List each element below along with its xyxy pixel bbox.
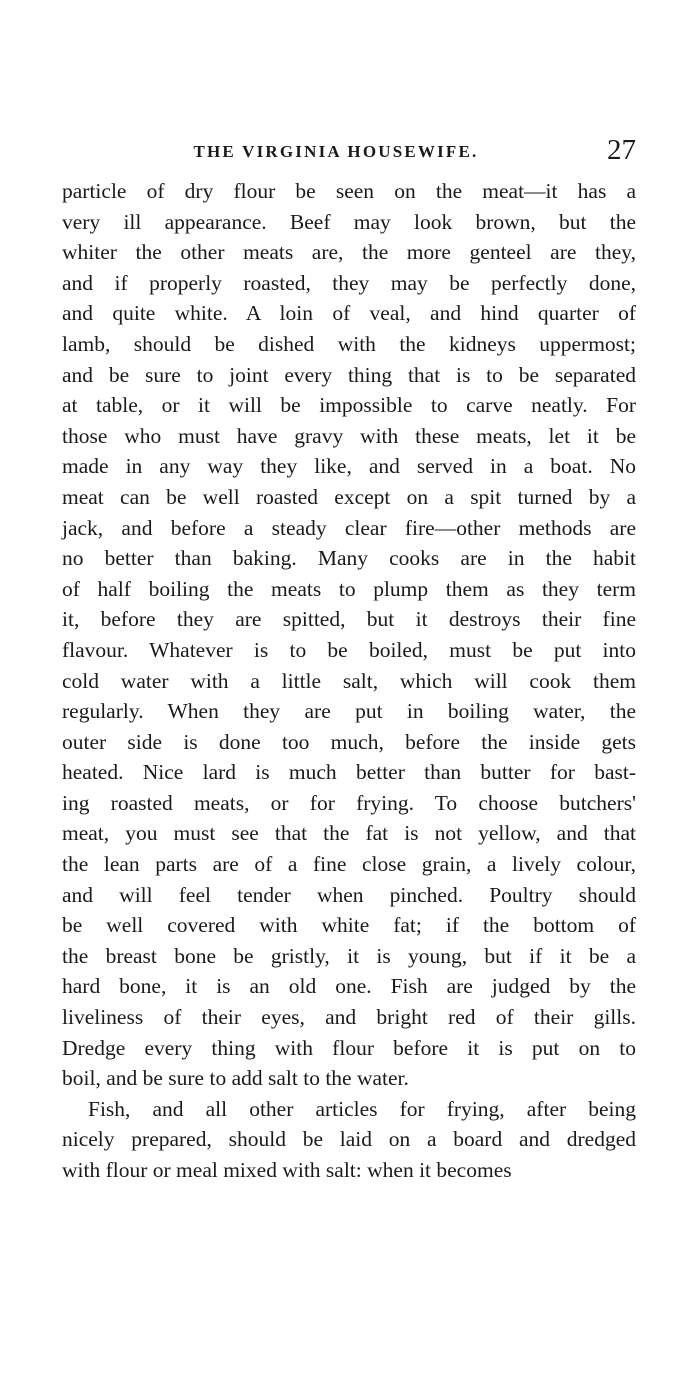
text-line: those who must have gravy with these meats, let it be (62, 423, 636, 448)
text-line: with flour or meal mixed with salt: when it becomes (62, 1158, 512, 1182)
running-title: THE VIRGINIA HOUSEWIFE. (193, 142, 479, 161)
text-line: whiter the other meats are, the more genteel are they, (62, 240, 636, 265)
text-line: the breast bone be gristly, it is young, but if it be a (62, 943, 636, 968)
text-line: and quite white. A loin of veal, and hind quarter of (62, 301, 636, 326)
text-line: heated. Nice lard is much better than butter for bast- (62, 760, 636, 785)
paragraph (62, 176, 636, 1094)
text-line: Dredge every thing with flour before it is put on to (62, 1035, 636, 1060)
text-line: outer side is done too much, before the inside gets (62, 729, 636, 754)
text-line: made in any way they like, and served in a boat. No (62, 454, 636, 479)
text-line: the lean parts are of a fine close grain, a lively colour, (62, 852, 636, 877)
text-line: of half boiling the meats to plump them as they term (62, 576, 636, 601)
text-line: hard bone, it is an old one. Fish are judged by the (62, 974, 636, 999)
text-line: lamb, should be dished with the kidneys uppermost; (62, 331, 636, 356)
text-line: be well covered with white fat; if the bottom of (62, 913, 636, 938)
text-line: and will feel tender when pinched. Poultry should (62, 882, 636, 907)
text-line: regularly. When they are put in boiling water, the (62, 699, 636, 724)
text-line: at table, or it will be impossible to carve neatly. For (62, 393, 636, 418)
text-line: liveliness of their eyes, and bright red of their gills. (62, 1005, 636, 1030)
text-line: particle of dry flour be seen on the meat—it has a (62, 179, 636, 203)
text-line: it, before they are spitted, but it destroys their fine (62, 607, 636, 632)
text-line: jack, and before a steady clear fire—other methods are (62, 515, 636, 540)
text-line: flavour. Whatever is to be boiled, must be put into (62, 637, 636, 662)
text-line: Fish, and all other articles for frying, after being (88, 1096, 636, 1121)
text-line: no better than baking. Many cooks are in the habit (62, 546, 636, 571)
text-line: and if properly roasted, they may be perfectly done, (62, 270, 636, 295)
text-line: cold water with a little salt, which will cook them (62, 668, 636, 693)
text-line: ing roasted meats, or for frying. To choose butchers' (62, 790, 636, 815)
body-text (62, 176, 636, 1186)
text-line: meat, you must see that the fat is not yellow, and that (62, 821, 636, 846)
text-line: meat can be well roasted except on a spit turned by a (62, 484, 636, 509)
page-number: 27 (607, 134, 636, 166)
text-line: very ill appearance. Beef may look brown, but the (62, 209, 636, 234)
text-line: boil, and be sure to add salt to the water. (62, 1066, 409, 1091)
text-line: and be sure to joint every thing that is to be separated (62, 362, 636, 387)
paragraph (62, 1094, 636, 1186)
running-head (62, 134, 636, 168)
text-line: nicely prepared, should be laid on a board and dredged (62, 1127, 636, 1152)
